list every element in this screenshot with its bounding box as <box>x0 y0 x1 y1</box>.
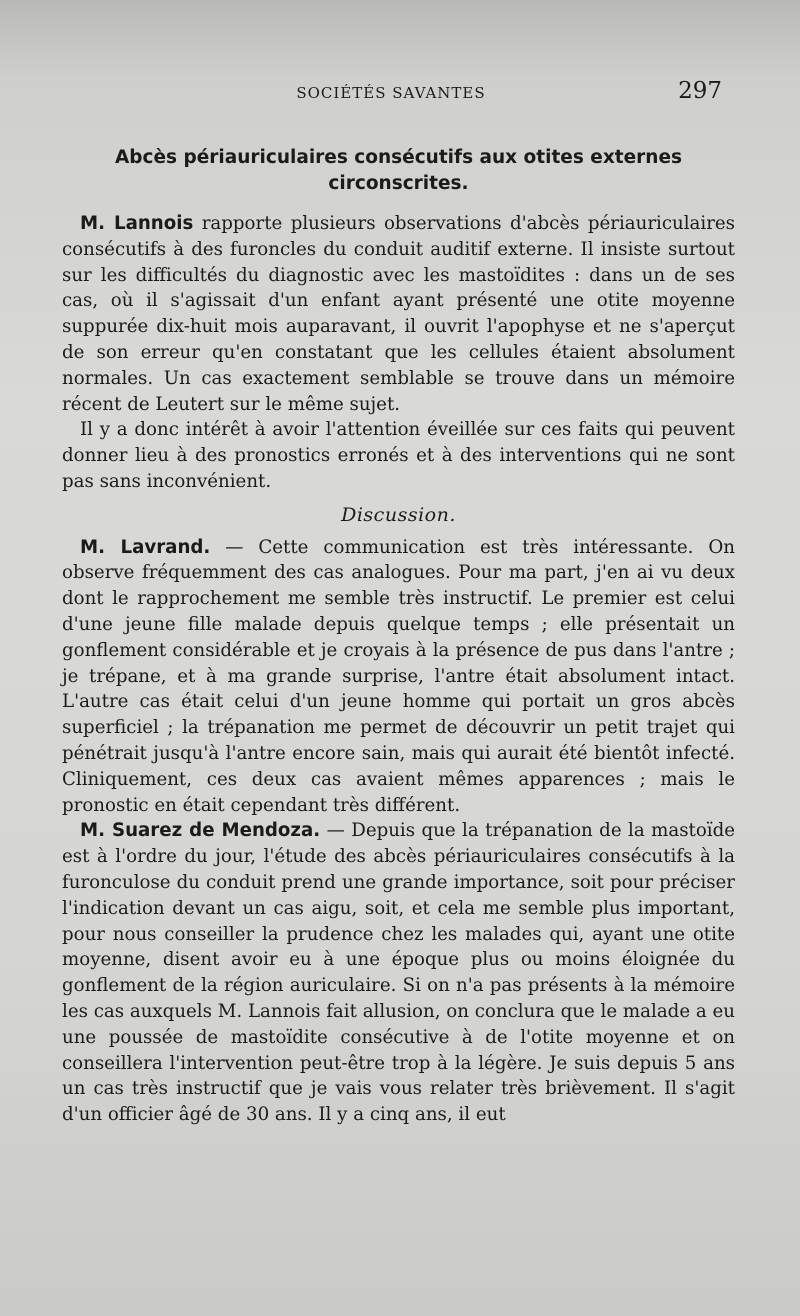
paragraph-lavrand <box>62 535 735 819</box>
speaker-name: M. Lannois <box>80 213 194 234</box>
speaker-name: M. Lavrand. <box>80 536 211 558</box>
paragraph-lannois <box>62 211 735 417</box>
speaker-name: M. Suarez de Mendoza. <box>80 820 321 842</box>
page-header <box>60 78 722 108</box>
page-body <box>62 145 735 1128</box>
paragraph-text: — Cette communication est très intéressante. On observe fréquemment des cas analogues. Pour ma part, j'en ai vu deux dont le rapprochement me semble très instructif. Le premier est celui d'une jeune fille malade depuis quelque temps ; elle présentait un gonflement considérable et je croyais à la présence de pus dans l'antre ; je trépane, et à ma grande surprise, l'antre était absolument intact. L'autre cas était celui d'un jeune homme qui portait un gros abcès superficiel ; la trépanation me permet de découvrir un petit trajet qui pénétrait jusqu'à l'antre encore sain, mais qui aurait été bientôt infecté. Cliniquement, ces deux cas avaient mêmes apparences ; mais le pronostic en était cependant très différent. <box>62 536 735 816</box>
paragraph-text: — Depuis que la trépanation de la mastoïde est à l'ordre du jour, l'étude des abcès périauriculaires consécutifs à la furonculose du conduit prend une grande importance, soit pour préciser l'indication devant un cas aigu, soit, et cela me semble plus important, pour nous conseiller la prudence chez les malades qui, ayant une otite moyenne, disent avoir eu à une époque plus ou moins éloignée du gonflement de la région auriculaire. Si on n'a pas présents à la mémoire les cas auxquels M. Lannois fait allusion, on conclura que le malade a eu une poussée de mastoïdite consécutive à de l'otite moyenne et on conseillera l'intervention peut-être trop à la légère. Je suis depuis 5 ans un cas très instructif que je vais vous relater très brièvement. Il s'agit d'un officier âgé de 30 ans. Il y a cinq ans, il eut <box>62 820 736 1126</box>
page-number: 297 <box>678 78 722 104</box>
paragraph-text: rapporte plusieurs observations d'abcès périauriculaires consécutifs à des furoncles du conduit auditif externe. Il insiste surtout sur les difficultés du diagnostic avec les mastoïdites : dans un de ses cas, où il s'agissait d'un enfant ayant présenté une otite moyenne suppurée dix-huit mois auparavant, il ouvrit l'apophyse et ne s'aperçut de son erreur qu'en constatant que les cellules étaient absolument normales. Un cas exactement semblable se trouve dans un mémoire récent de Leutert sur le même sujet. <box>62 213 736 415</box>
paragraph-suarez <box>62 818 735 1128</box>
article-title-line-2: circonscrites. <box>328 173 469 194</box>
article-title <box>62 145 735 197</box>
article-title-line-1: Abcès périauriculaires consécutifs aux otites externes <box>114 147 683 168</box>
running-title: SOCIÉTÉS SAVANTES <box>296 84 486 102</box>
discussion-heading: Discussion. <box>341 503 456 526</box>
paragraph-conclusion: Il y a donc intérêt à avoir l'attention éveillée sur ces faits qui peuvent donner lieu à des pronostics erronés et à des interventions qui ne sont pas sans inconvénient. <box>62 419 735 492</box>
